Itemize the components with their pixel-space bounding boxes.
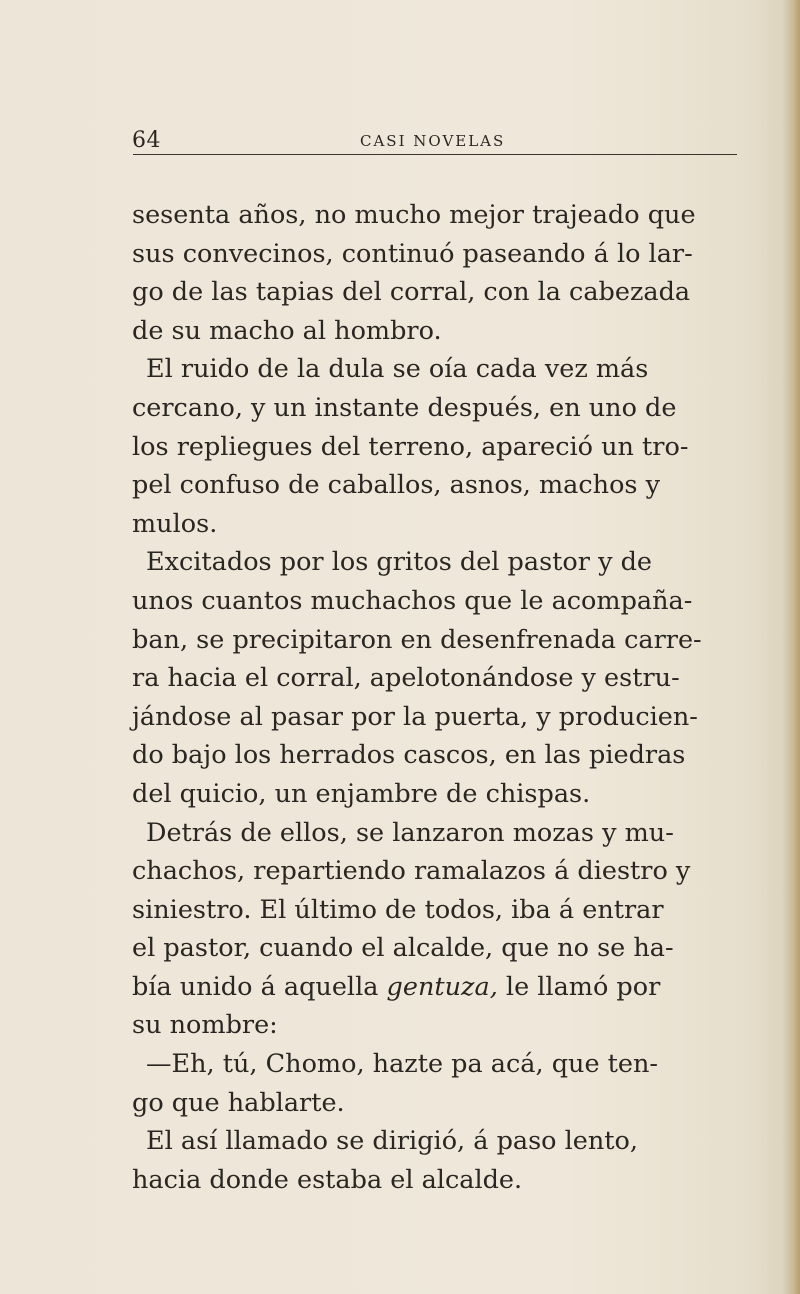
text-line-content: jándose al pasar por la puerta, y producien- [132,701,698,732]
text-line-content: su nombre: [132,1010,278,1041]
text-line [132,196,760,235]
text-line-content: do bajo los herrados cascos, en las piedras [132,740,686,771]
text-line [132,1084,760,1123]
page-edge-shading [782,0,800,1294]
text-line [132,1045,760,1084]
text-line [132,273,760,312]
text-line-content: mulos. [132,508,218,539]
text-line-content: de su macho al hombro. [132,315,442,346]
text-line [132,428,760,467]
text-line-content: siniestro. El último de todos, iba á entrar [132,894,664,925]
italic-word: gentuza, [386,971,498,1002]
text-line [132,505,760,544]
text-line [132,1006,760,1045]
text-line-content: hacia donde estaba el alcalde. [132,1164,523,1195]
text-line [132,235,760,274]
text-line [132,968,760,1007]
body-text [132,196,760,1199]
text-line [132,466,760,505]
page-number: 64 [132,128,161,153]
running-title: CASI NOVELAS [360,132,506,150]
text-line [132,1161,760,1200]
text-line [132,582,760,621]
text-line [132,543,760,582]
text-line [132,852,760,891]
text-line-content: unos cuantos muchachos que le acompaña- [132,585,693,616]
text-line [132,929,760,968]
text-line-content: el pastor, cuando el alcalde, que no se ha- [132,933,674,964]
text-line-content: El ruido de la dula se oía cada vez más [146,354,649,385]
header-rule [133,154,737,155]
text-line [132,775,760,814]
text-line [132,659,760,698]
text-line-content: cercano, y un instante después, en uno de [132,392,677,423]
text-line-content: go que hablarte. [132,1087,345,1118]
text-line-content: sus convecinos, continuó paseando á lo lar- [132,238,693,269]
text-line [132,698,760,737]
text-line-content: ra hacia el corral, apelotonándose y estru- [132,663,680,694]
text-line-content: sesenta años, no mucho mejor trajeado que [132,200,696,230]
text-line [132,736,760,775]
text-line-content: bía unido á aquella [132,971,379,1002]
text-line [132,350,760,389]
text-line-content: Detrás de ellos, se lanzaron mozas y mu- [146,817,674,848]
text-line-tail: le llamó por [497,971,661,1002]
text-line [132,389,760,428]
text-line-content: del quicio, un enjambre de chispas. [132,778,591,809]
text-line [132,1122,760,1161]
text-line [132,312,760,351]
text-line-content: los repliegues del terreno, apareció un tro- [132,431,689,462]
text-line-content: pel confuso de caballos, asnos, machos y [132,470,661,501]
text-line [132,891,760,930]
text-line-content: chachos, repartiendo ramalazos á diestro y [132,856,691,887]
text-line-content: Excitados por los gritos del pastor y de [146,547,652,578]
text-line-content: —Eh, tú, Chomo, hazte pa acá, que ten- [146,1049,659,1080]
text-line [132,621,760,660]
text-line-content: ban, se precipitaron en desenfrenada carre- [132,624,702,655]
text-line-content: El así llamado se dirigió, á paso lento, [146,1126,639,1157]
text-line [132,814,760,853]
text-line-content: go de las tapias del corral, con la cabezada [132,277,691,308]
